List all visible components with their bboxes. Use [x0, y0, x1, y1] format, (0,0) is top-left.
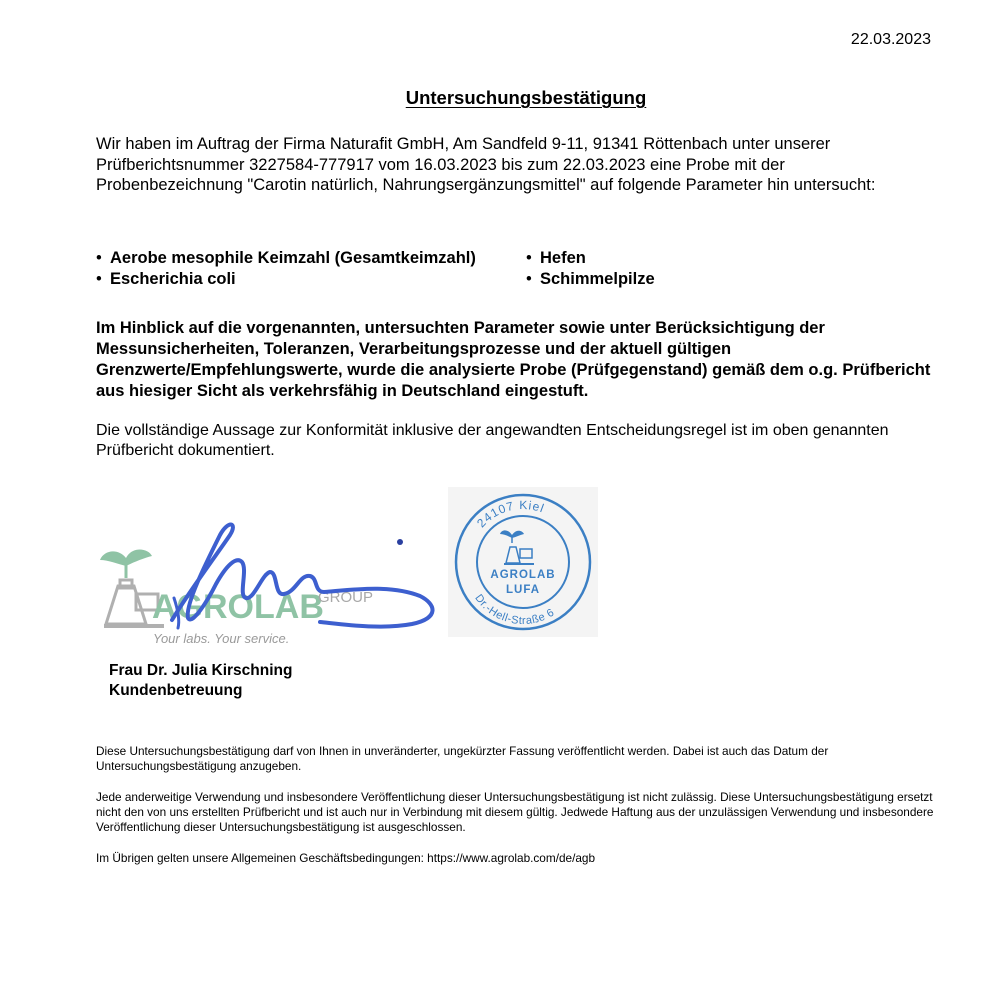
signer-block	[109, 661, 292, 701]
footer-notice-publication: Diese Untersuchungsbestätigung darf von Ihnen in unveränderter, ungekürzter Fassung veröffentlicht werden. Dabei ist auch das Datum der Untersuchungsbestätigung anzugeben.	[96, 744, 829, 773]
signer-name: Frau Dr. Julia Kirschning	[109, 662, 293, 679]
stamp-flask-icon	[500, 530, 534, 565]
bullet-icon: •	[526, 270, 532, 288]
svg-text:Dr.-Hell-Straße 6	[472, 592, 556, 627]
svg-text:24107 Kiel	[474, 498, 546, 530]
parameter-item	[96, 269, 236, 290]
parameter-label: Schimmelpilze	[540, 270, 655, 288]
parameter-row	[96, 248, 936, 269]
parameter-label: Escherichia coli	[110, 270, 236, 288]
stamp-line2: LUFA	[505, 584, 541, 596]
parameter-row	[96, 269, 936, 290]
footer-notice-terms: Im Übrigen gelten unsere Allgemeinen Geschäftsbedingungen: https://www.agrolab.com/de/agb	[96, 851, 596, 865]
parameter-list	[96, 248, 936, 290]
stamp-graphic	[448, 487, 598, 637]
bullet-icon: •	[526, 249, 532, 267]
stamp-bottom-text: Dr.-Hell-Straße 6	[472, 592, 557, 628]
parameter-item	[526, 269, 655, 290]
conformity-paragraph: Die vollständige Aussage zur Konformität inklusive der angewandten Entscheidungsregel ist im oben genannten Prüfbericht dokumentiert.	[96, 422, 889, 459]
parameter-label: Aerobe mesophile Keimzahl (Gesamtkeimzahl)	[110, 249, 476, 267]
parameter-label: Hefen	[540, 249, 586, 267]
bullet-icon: •	[96, 270, 102, 288]
logo-brand: AGROLAB	[152, 588, 324, 626]
document-title: Untersuchungsbestätigung	[405, 87, 647, 108]
document-date: 22.03.2023	[850, 31, 931, 48]
lab-stamp	[448, 487, 598, 637]
stamp-line1: AGROLAB	[490, 569, 556, 581]
footer-notice-usage: Jede anderweitige Verwendung und insbesondere Veröffentlichung dieser Untersuchungsbestätigung ist nicht zulässig. Diese Untersuchungsbestätigung ersetzt nicht den von uns erstellten Prüfbericht und ist auch nur in Verbindung mit diesem gültig. Jedwede Haftung aus der unzulässigen Verwendung und insbesondere Veröffentlichung dieser Untersuchungsbestätigung ist ausgeschlossen.	[96, 790, 934, 834]
bullet-icon: •	[96, 249, 102, 267]
parameter-item	[96, 248, 476, 269]
intro-paragraph: Wir haben im Auftrag der Firma Naturafit GmbH, Am Sandfeld 9-11, 91341 Röttenbach unter unserer Prüfberichtsnummer 3227584-777917 vom 16.03.2023 bis zum 22.03.2023 eine Probe mit der Probenbezeichnung "Carotin natürlich, Nahrungsergänzungsmittel" auf folgende Parameter hin untersucht:	[96, 135, 876, 194]
verdict-paragraph: Im Hinblick auf die vorgenannten, untersuchten Parameter sowie unter Berücksichtigung der Messunsicherheiten, Toleranzen, Verarbeitungsprozesse und der aktuell gültigen Grenzwerte/Empfehlungswerte, wurde die analysierte Probe (Prüfgegenstand) gemäß dem o.g. Prüfbericht aus hiesiger Sicht als verkehrsfähig in Deutschland eingestuft.	[96, 319, 931, 400]
stamp-top-text: 24107 Kiel	[474, 497, 547, 531]
signer-role: Kundenbetreuung	[109, 682, 243, 699]
logo-slogan: Your labs. Your service.	[153, 631, 290, 646]
signature	[150, 500, 450, 650]
parameter-item	[526, 248, 586, 269]
logo-group: GROUP	[318, 589, 374, 606]
